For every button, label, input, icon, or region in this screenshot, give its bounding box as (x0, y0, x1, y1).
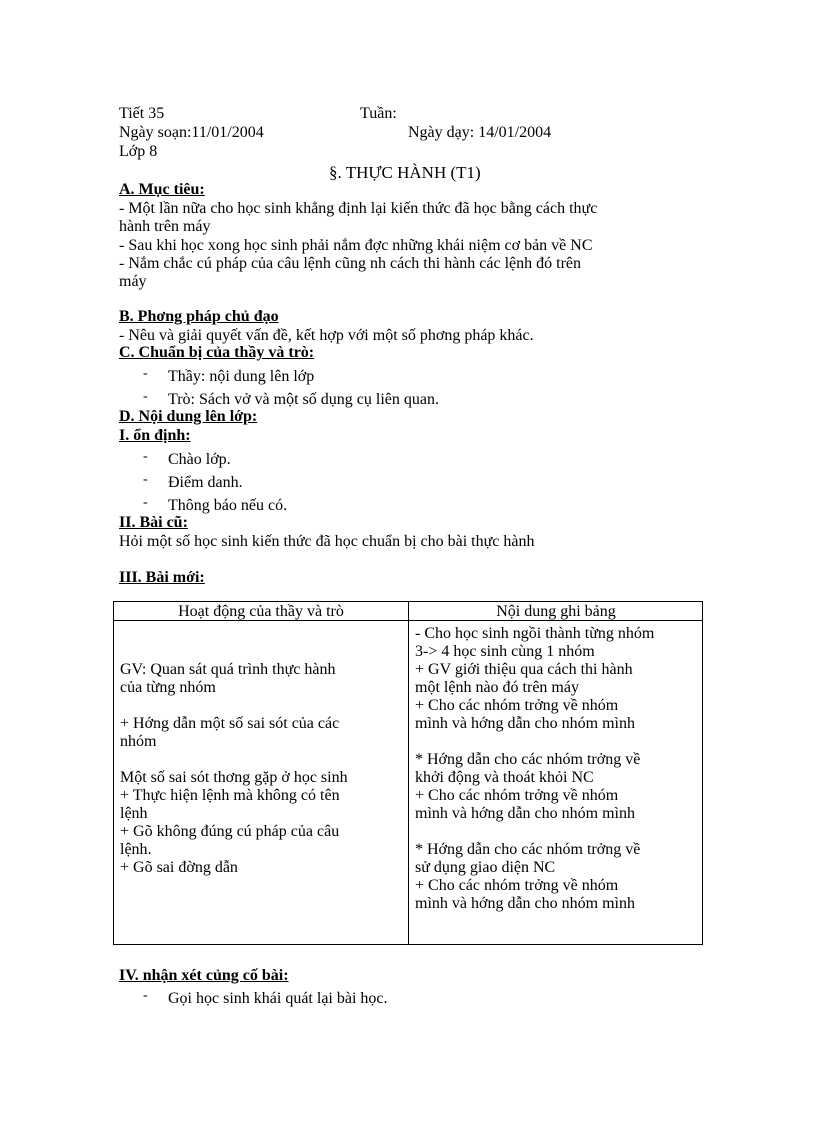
table-right-line: + GV giới thiệu qua cách thi hành (415, 661, 633, 678)
section-a-heading: A. Mục tiêu: (119, 181, 205, 198)
section-i-item: Điểm danh. (168, 474, 243, 491)
table-right-line: mình và hớng dẫn cho nhóm mình (415, 805, 635, 822)
table-left-line: lệnh (120, 805, 148, 822)
page-title: §. THỰC HÀNH (T1) (329, 163, 481, 182)
section-iv-item: Gọi học sinh khái quát lại bài học. (168, 990, 388, 1007)
table-right-line: + Cho các nhóm trởng về nhóm (415, 697, 619, 714)
section-ii-heading: II. Bài cũ: (119, 514, 188, 531)
table-column-divider (408, 602, 409, 944)
table-left-line: + Gõ sai đờng dẫn (120, 859, 238, 876)
table-left-line: Một số sai sót thơng gặp ở học sinh (120, 769, 348, 786)
table-header-activity: Hoạt động của thầy và trò (178, 603, 344, 620)
table-right-line: một lệnh nào đó trên máy (415, 679, 579, 696)
section-iv-heading: IV. nhận xét củng cố bài: (119, 967, 289, 984)
section-c-heading: C. Chuẩn bị của thầy và trò: (119, 344, 315, 361)
section-c-item: Thầy: nội dung lên lớp (168, 368, 315, 385)
section-c-item: Trò: Sách vở và một số dụng cụ liên quan. (168, 391, 439, 408)
bullet-icon: - (143, 988, 148, 1003)
table-right-line: khởi động và thoát khỏi NC (415, 769, 594, 786)
table-right-line: 3-> 4 học sinh cùng 1 nhóm (415, 643, 595, 660)
section-b-line: - Nêu và giải quyết vấn đề, kết hợp với một số phơng pháp khác. (119, 327, 534, 344)
section-a-line: - Nắm chắc cú pháp của câu lệnh cũng nh cách thi hành các lệnh đó trên (119, 255, 582, 272)
section-iii-heading: III. Bài mới: (119, 569, 205, 586)
table-left-line: + Thực hiện lệnh mà không có tên (120, 787, 340, 804)
section-b-heading: B. Phơng pháp chủ đạo (119, 308, 279, 325)
table-left-line: lệnh. (120, 841, 152, 858)
prepare-date: Ngày soạn:11/01/2004 (119, 124, 264, 141)
table-right-line: sử dụng giao diện NC (415, 859, 556, 876)
table-right-line: + Cho các nhóm trởng về nhóm (415, 877, 619, 894)
table-right-line: mình và hớng dẫn cho nhóm mình (415, 715, 635, 732)
section-a-line: - Sau khi học xong học sinh phải nắm đợc những khái niệm cơ bản về NC (119, 237, 593, 254)
bullet-icon: - (143, 366, 148, 381)
lesson-number: Tiết 35 (119, 105, 165, 122)
section-i-item: Chào lớp. (168, 451, 231, 468)
bullet-icon: - (143, 449, 148, 464)
lesson-table (113, 601, 703, 945)
section-a-line: - Một lần nữa cho học sinh khẳng định lại kiến thức đã học bằng cách thực (119, 200, 598, 217)
bullet-icon: - (143, 472, 148, 487)
section-i-heading: I. ổn định: (119, 427, 191, 444)
bullet-icon: - (143, 389, 148, 404)
bullet-icon: - (143, 495, 148, 510)
table-left-line: GV: Quan sát quá trình thực hành (120, 661, 336, 678)
section-d-heading: D. Nội dung lên lớp: (119, 408, 258, 425)
class-label: Lớp 8 (119, 143, 158, 160)
teach-date: Ngày dạy: 14/01/2004 (408, 124, 552, 141)
section-i-item: Thông báo nếu có. (168, 497, 288, 514)
section-ii-line: Hỏi một số học sinh kiến thức đã học chuẩn bị cho bài thực hành (119, 533, 535, 550)
table-left-line: nhóm (120, 733, 157, 750)
table-right-line: - Cho học sinh ngồi thành từng nhóm (415, 625, 655, 642)
table-left-line: của từng nhóm (120, 679, 216, 696)
table-left-line: + Gõ không đúng cú pháp của câu (120, 823, 340, 840)
week-label: Tuần: (360, 105, 397, 122)
table-left-line: + Hớng dẫn một số sai sót của các (120, 715, 340, 732)
section-a-line: máy (119, 273, 147, 290)
section-a-line: hành trên máy (119, 218, 211, 235)
table-right-line: * Hớng dẫn cho các nhóm trởng về (415, 841, 641, 858)
table-header-board: Nội dung ghi bảng (496, 603, 616, 620)
table-right-line: mình và hớng dẫn cho nhóm mình (415, 895, 635, 912)
table-right-line: * Hớng dẫn cho các nhóm trởng về (415, 751, 641, 768)
table-right-line: + Cho các nhóm trởng về nhóm (415, 787, 619, 804)
